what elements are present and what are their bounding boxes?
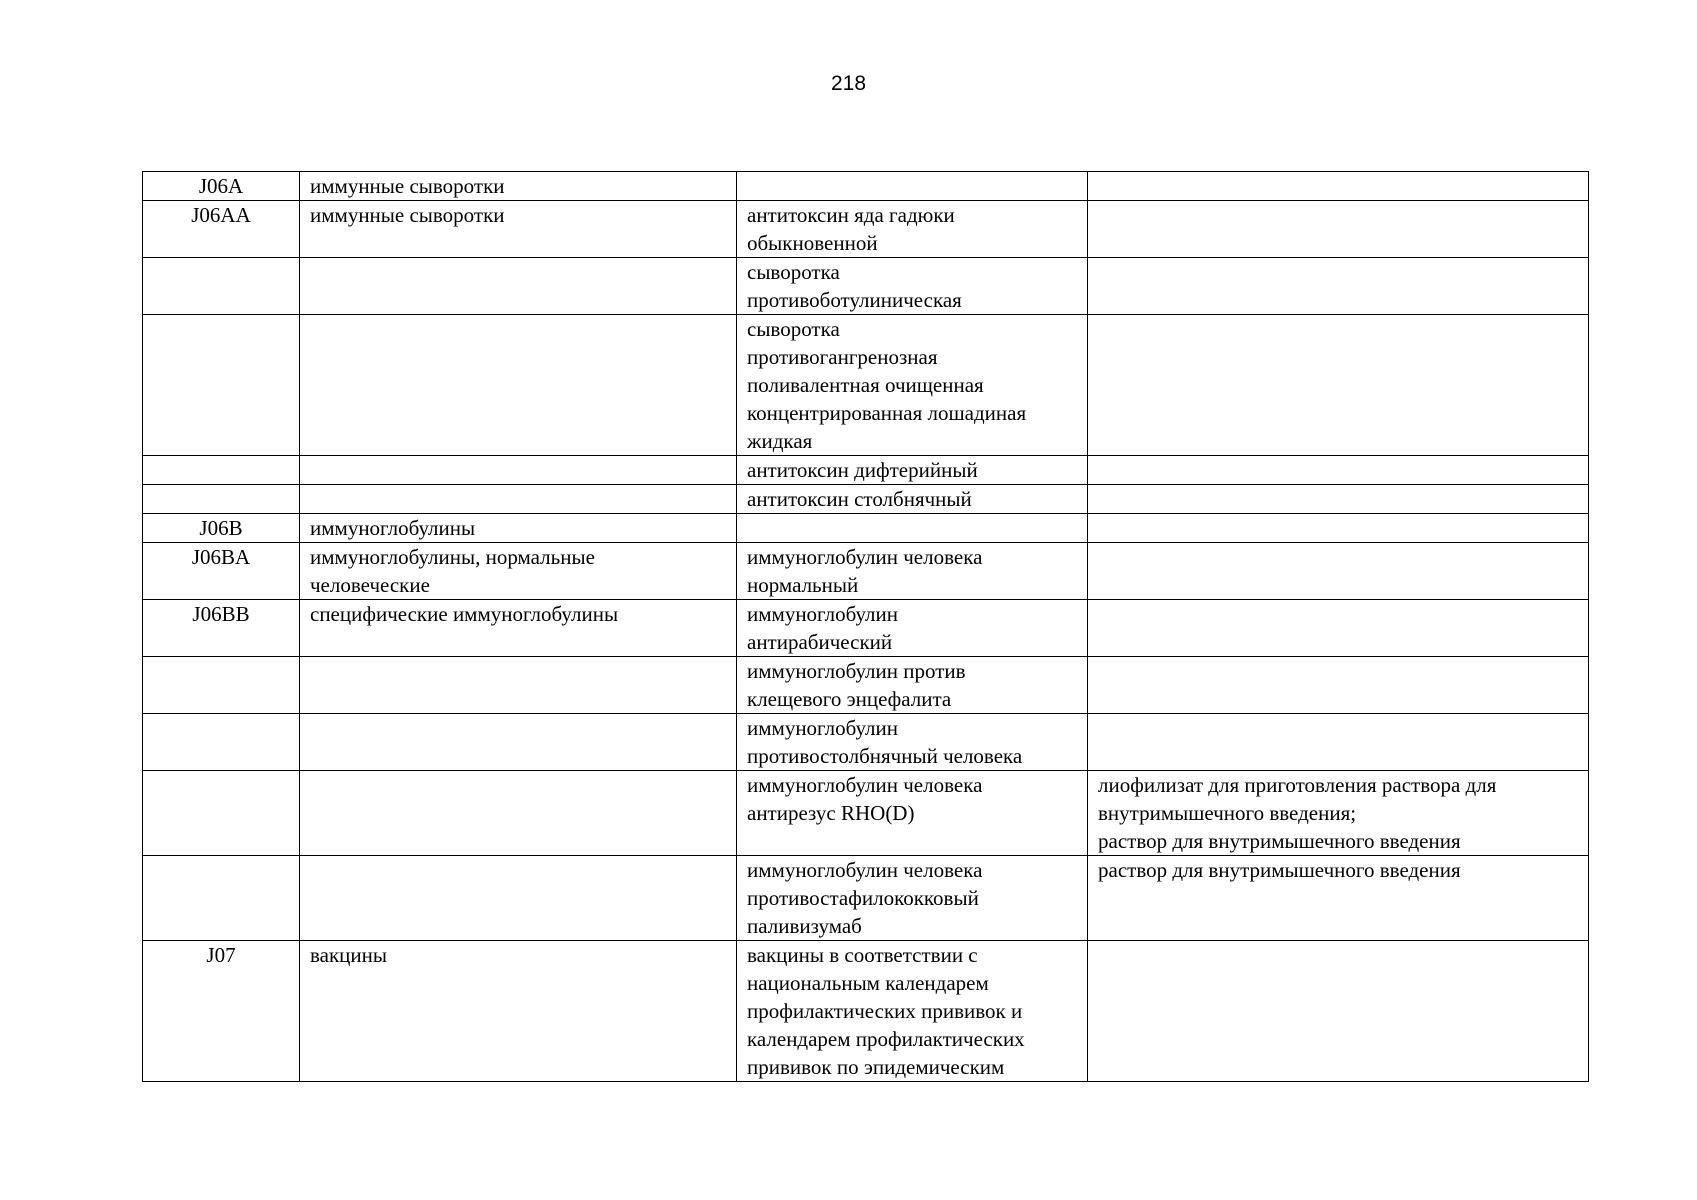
dosage-form-cell bbox=[1088, 714, 1589, 771]
drug-name-cell bbox=[737, 172, 1088, 201]
drug-name-cell: иммуноглобулин человека нормальный bbox=[737, 543, 1088, 600]
drug-name-cell: антитоксин яда гадюки обыкновенной bbox=[737, 201, 1088, 258]
drug-name-cell: иммуноглобулин против клещевого энцефалита bbox=[737, 657, 1088, 714]
table-row bbox=[143, 456, 1589, 485]
atc-code-cell bbox=[143, 657, 300, 714]
atc-code-cell: J06BA bbox=[143, 543, 300, 600]
drug-name-cell: иммуноглобулин человека противостафилококковый паливизумаб bbox=[737, 856, 1088, 941]
anatomical-group-cell: иммунные сыворотки bbox=[300, 172, 737, 201]
dosage-form-cell bbox=[1088, 258, 1589, 315]
drug-name-cell: сыворотка противогангренозная поливалентная очищенная концентрированная лошадиная жидкая bbox=[737, 315, 1088, 456]
atc-code-cell: J06B bbox=[143, 514, 300, 543]
anatomical-group-cell: вакцины bbox=[300, 941, 737, 1082]
anatomical-group-cell: иммунные сыворотки bbox=[300, 201, 737, 258]
table-row bbox=[143, 543, 1589, 600]
table-row bbox=[143, 258, 1589, 315]
dosage-form-cell bbox=[1088, 172, 1589, 201]
table-row bbox=[143, 201, 1589, 258]
anatomical-group-cell: иммуноглобулины bbox=[300, 514, 737, 543]
anatomical-group-cell bbox=[300, 485, 737, 514]
table-row bbox=[143, 941, 1589, 1082]
anatomical-group-cell bbox=[300, 456, 737, 485]
anatomical-group-cell bbox=[300, 258, 737, 315]
atc-code-cell bbox=[143, 315, 300, 456]
atc-code-cell bbox=[143, 856, 300, 941]
atc-code-cell bbox=[143, 771, 300, 856]
dosage-form-cell bbox=[1088, 514, 1589, 543]
anatomical-group-cell bbox=[300, 657, 737, 714]
drug-name-cell: вакцины в соответствии с национальным календарем профилактических прививок и календарем профилактических прививок по эпидемическим bbox=[737, 941, 1088, 1082]
anatomical-group-cell: специфические иммуноглобулины bbox=[300, 600, 737, 657]
dosage-form-cell bbox=[1088, 543, 1589, 600]
table-row bbox=[143, 485, 1589, 514]
dosage-form-cell: раствор для внутримышечного введения bbox=[1088, 856, 1589, 941]
drug-name-cell bbox=[737, 514, 1088, 543]
atc-code-cell: J07 bbox=[143, 941, 300, 1082]
atc-code-cell bbox=[143, 485, 300, 514]
dosage-form-cell bbox=[1088, 201, 1589, 258]
table-row bbox=[143, 600, 1589, 657]
anatomical-group-cell bbox=[300, 714, 737, 771]
table-row bbox=[143, 856, 1589, 941]
table-row bbox=[143, 771, 1589, 856]
atc-code-cell bbox=[143, 456, 300, 485]
drug-name-cell: сыворотка противоботулиническая bbox=[737, 258, 1088, 315]
drug-classification-table bbox=[142, 171, 1589, 1082]
drug-name-cell: иммуноглобулин противостолбнячный человека bbox=[737, 714, 1088, 771]
atc-code-cell bbox=[143, 714, 300, 771]
dosage-form-cell bbox=[1088, 657, 1589, 714]
table-row bbox=[143, 657, 1589, 714]
drug-name-cell: антитоксин столбнячный bbox=[737, 485, 1088, 514]
page-number: 218 bbox=[830, 72, 867, 95]
atc-code-cell: J06A bbox=[143, 172, 300, 201]
table-row bbox=[143, 714, 1589, 771]
dosage-form-cell: лиофилизат для приготовления раствора для внутримышечного введения; раствор для внутримышечного введения bbox=[1088, 771, 1589, 856]
anatomical-group-cell bbox=[300, 856, 737, 941]
atc-code-cell: J06AA bbox=[143, 201, 300, 258]
anatomical-group-cell bbox=[300, 771, 737, 856]
drug-name-cell: иммуноглобулин антирабический bbox=[737, 600, 1088, 657]
table-row bbox=[143, 514, 1589, 543]
anatomical-group-cell bbox=[300, 315, 737, 456]
atc-code-cell: J06BB bbox=[143, 600, 300, 657]
table-row bbox=[143, 315, 1589, 456]
atc-code-cell bbox=[143, 258, 300, 315]
table-row bbox=[143, 172, 1589, 201]
dosage-form-cell bbox=[1088, 315, 1589, 456]
dosage-form-cell bbox=[1088, 456, 1589, 485]
anatomical-group-cell: иммуноглобулины, нормальные человеческие bbox=[300, 543, 737, 600]
drug-name-cell: иммуноглобулин человека антирезус RHO(D) bbox=[737, 771, 1088, 856]
dosage-form-cell bbox=[1088, 485, 1589, 514]
dosage-form-cell bbox=[1088, 600, 1589, 657]
dosage-form-cell bbox=[1088, 941, 1589, 1082]
drug-name-cell: антитоксин дифтерийный bbox=[737, 456, 1088, 485]
